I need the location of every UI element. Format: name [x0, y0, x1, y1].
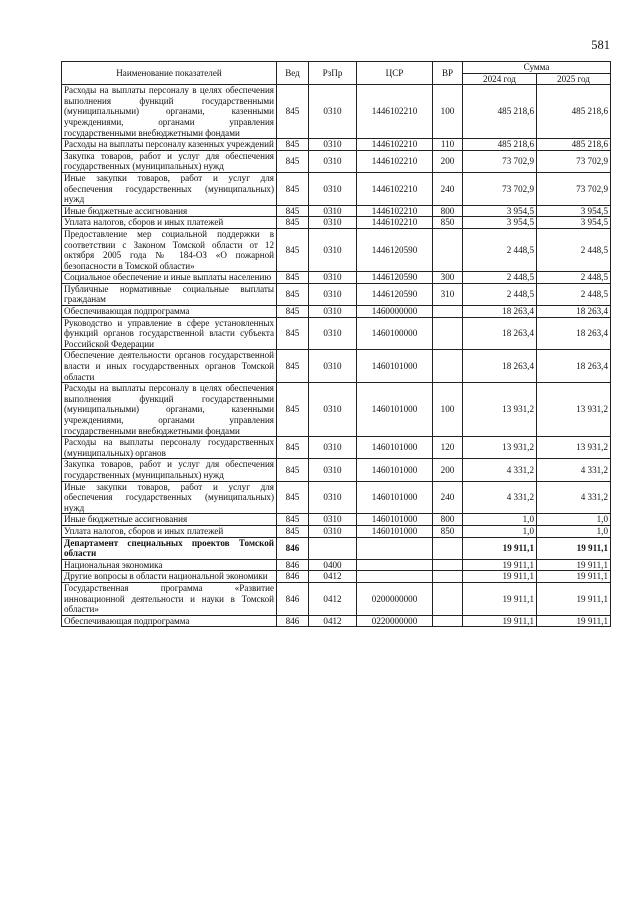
cell-sum-2025: 13 931,2	[537, 383, 611, 437]
cell-name: Иные бюджетные ассигнования	[62, 514, 277, 526]
cell-rzpr: 0310	[309, 317, 357, 350]
header-year-2024: 2024 год	[463, 73, 537, 85]
cell-rzpr: 0310	[309, 272, 357, 284]
cell-name: Обеспечивающая подпрограмма	[62, 615, 277, 627]
cell-sum-2025: 19 911,1	[537, 559, 611, 571]
cell-sum-2024: 4 331,2	[463, 459, 537, 481]
cell-csr: 1446102210	[357, 205, 433, 217]
table-row	[62, 383, 611, 437]
cell-sum-2025: 19 911,1	[537, 537, 611, 559]
cell-sum-2025: 2 448,5	[537, 272, 611, 284]
cell-csr: 1446102210	[357, 139, 433, 151]
cell-sum-2024: 18 263,4	[463, 317, 537, 350]
cell-ved: 845	[277, 525, 309, 537]
table-row	[62, 205, 611, 217]
cell-sum-2024: 2 448,5	[463, 283, 537, 305]
table-row	[62, 559, 611, 571]
cell-csr: 1460101000	[357, 525, 433, 537]
cell-sum-2025: 2 448,5	[537, 283, 611, 305]
cell-vr: 240	[433, 481, 463, 514]
cell-vr: 120	[433, 437, 463, 459]
cell-ved: 845	[277, 383, 309, 437]
cell-sum-2024: 13 931,2	[463, 383, 537, 437]
cell-ved: 845	[277, 481, 309, 514]
cell-sum-2025: 18 263,4	[537, 350, 611, 383]
cell-vr: 850	[433, 217, 463, 229]
cell-sum-2025: 1,0	[537, 525, 611, 537]
cell-vr: 100	[433, 383, 463, 437]
cell-name: Обеспечение деятельности органов государственной власти и иных государственных органов Томской области	[62, 350, 277, 383]
cell-vr	[433, 350, 463, 383]
cell-csr	[357, 571, 433, 583]
cell-name: Иные бюджетные ассигнования	[62, 205, 277, 217]
cell-sum-2025: 3 954,5	[537, 217, 611, 229]
cell-sum-2025: 18 263,4	[537, 306, 611, 318]
cell-ved: 845	[277, 172, 309, 205]
cell-ved: 845	[277, 459, 309, 481]
cell-ved: 845	[277, 139, 309, 151]
cell-rzpr: 0310	[309, 139, 357, 151]
table-row	[62, 272, 611, 284]
cell-vr	[433, 306, 463, 318]
cell-sum-2025: 13 931,2	[537, 437, 611, 459]
cell-name: Публичные нормативные социальные выплаты гражданам	[62, 283, 277, 305]
cell-rzpr: 0310	[309, 306, 357, 318]
cell-csr: 1460101000	[357, 383, 433, 437]
cell-sum-2024: 2 448,5	[463, 272, 537, 284]
cell-ved: 845	[277, 205, 309, 217]
cell-rzpr: 0310	[309, 205, 357, 217]
cell-sum-2024: 19 911,1	[463, 559, 537, 571]
cell-rzpr: 0310	[309, 525, 357, 537]
cell-csr: 1446102210	[357, 85, 433, 139]
table-row	[62, 283, 611, 305]
cell-name: Расходы на выплаты персоналу в целях обеспечения выполнения функций государственными (муниципальными) органами, казенными учреждениями, органами управления государственными внебюджетными фондами	[62, 85, 277, 139]
cell-vr	[433, 317, 463, 350]
cell-name: Другие вопросы в области национальной экономики	[62, 571, 277, 583]
header-year-2025: 2025 год	[537, 73, 611, 85]
table-row	[62, 228, 611, 271]
cell-ved: 846	[277, 537, 309, 559]
cell-rzpr: 0412	[309, 571, 357, 583]
table-row	[62, 615, 611, 627]
cell-rzpr: 0310	[309, 514, 357, 526]
cell-ved: 845	[277, 514, 309, 526]
cell-ved: 845	[277, 228, 309, 271]
cell-ved: 845	[277, 350, 309, 383]
cell-vr: 800	[433, 514, 463, 526]
cell-name: Предоставление мер социальной поддержки в соответствии с Законом Томской области от 12 октября 2005 года № 184-ОЗ «О пожарной безопасности в Томской области»	[62, 228, 277, 271]
cell-csr: 1446102210	[357, 217, 433, 229]
cell-csr: 1446120590	[357, 283, 433, 305]
table-row	[62, 350, 611, 383]
cell-ved: 846	[277, 615, 309, 627]
table-row	[62, 437, 611, 459]
table-row	[62, 481, 611, 514]
cell-csr: 0200000000	[357, 582, 433, 615]
cell-sum-2024: 1,0	[463, 525, 537, 537]
cell-sum-2025: 19 911,1	[537, 615, 611, 627]
cell-csr	[357, 537, 433, 559]
cell-name: Социальное обеспечение и иные выплаты населению	[62, 272, 277, 284]
cell-ved: 845	[277, 317, 309, 350]
table-row	[62, 582, 611, 615]
cell-name: Государственная программа «Развитие инновационной деятельности и науки в Томской области»	[62, 582, 277, 615]
cell-vr: 200	[433, 150, 463, 172]
cell-name: Уплата налогов, сборов и иных платежей	[62, 217, 277, 229]
cell-vr	[433, 559, 463, 571]
cell-rzpr: 0400	[309, 559, 357, 571]
cell-vr: 300	[433, 272, 463, 284]
cell-vr: 240	[433, 172, 463, 205]
cell-sum-2025: 73 702,9	[537, 150, 611, 172]
cell-rzpr: 0310	[309, 217, 357, 229]
cell-csr: 1446120590	[357, 272, 433, 284]
cell-rzpr: 0310	[309, 283, 357, 305]
table-row	[62, 139, 611, 151]
cell-rzpr: 0412	[309, 615, 357, 627]
cell-csr: 1460101000	[357, 350, 433, 383]
cell-sum-2025: 19 911,1	[537, 571, 611, 583]
table-row	[62, 459, 611, 481]
cell-sum-2025: 485 218,6	[537, 85, 611, 139]
cell-sum-2024: 19 911,1	[463, 571, 537, 583]
table-body	[62, 85, 611, 627]
table-row	[62, 85, 611, 139]
cell-sum-2025: 4 331,2	[537, 459, 611, 481]
cell-sum-2025: 73 702,9	[537, 172, 611, 205]
cell-sum-2025: 4 331,2	[537, 481, 611, 514]
cell-ved: 845	[277, 85, 309, 139]
cell-vr	[433, 537, 463, 559]
cell-csr: 1460100000	[357, 317, 433, 350]
header-ved: Вед	[277, 62, 309, 85]
cell-name: Руководство и управление в сфере установленных функций органов государственной власти субъекта Российской Федерации	[62, 317, 277, 350]
cell-name: Иные закупки товаров, работ и услуг для обеспечения государственных (муниципальных) нужд	[62, 481, 277, 514]
cell-sum-2025: 18 263,4	[537, 317, 611, 350]
cell-ved: 846	[277, 582, 309, 615]
cell-sum-2024: 18 263,4	[463, 350, 537, 383]
cell-rzpr	[309, 537, 357, 559]
table-row	[62, 306, 611, 318]
cell-sum-2025: 3 954,5	[537, 205, 611, 217]
cell-name: Обеспечивающая подпрограмма	[62, 306, 277, 318]
header-csr: ЦСР	[357, 62, 433, 85]
cell-ved: 845	[277, 272, 309, 284]
page-number: 581	[591, 38, 610, 52]
cell-ved: 846	[277, 571, 309, 583]
cell-vr: 310	[433, 283, 463, 305]
cell-name: Расходы на выплаты персоналу в целях обеспечения выполнения функций государственными (муниципальными) органами, казенными учреждениями, органами управления государственными внебюджетными фондами	[62, 383, 277, 437]
header-rzpr: РзПр	[309, 62, 357, 85]
cell-sum-2024: 485 218,6	[463, 85, 537, 139]
cell-csr: 0220000000	[357, 615, 433, 627]
cell-name: Национальная экономика	[62, 559, 277, 571]
cell-name: Департамент специальных проектов Томской области	[62, 537, 277, 559]
cell-sum-2024: 18 263,4	[463, 306, 537, 318]
cell-csr: 1460101000	[357, 459, 433, 481]
table-row	[62, 537, 611, 559]
cell-sum-2025: 1,0	[537, 514, 611, 526]
cell-rzpr: 0310	[309, 150, 357, 172]
cell-vr	[433, 615, 463, 627]
cell-csr	[357, 559, 433, 571]
cell-csr: 1460101000	[357, 481, 433, 514]
cell-sum-2024: 485 218,6	[463, 139, 537, 151]
cell-ved: 845	[277, 437, 309, 459]
header-name: Наименование показателей	[62, 62, 277, 85]
cell-sum-2025: 2 448,5	[537, 228, 611, 271]
cell-sum-2024: 2 448,5	[463, 228, 537, 271]
cell-sum-2024: 3 954,5	[463, 205, 537, 217]
cell-csr: 1460101000	[357, 437, 433, 459]
cell-name: Уплата налогов, сборов и иных платежей	[62, 525, 277, 537]
cell-csr: 1460101000	[357, 514, 433, 526]
cell-vr: 800	[433, 205, 463, 217]
cell-ved: 845	[277, 283, 309, 305]
cell-vr	[433, 571, 463, 583]
cell-csr: 1446102210	[357, 150, 433, 172]
cell-csr: 1446102210	[357, 172, 433, 205]
table-row	[62, 150, 611, 172]
cell-name: Расходы на выплаты персоналу государственных (муниципальных) органов	[62, 437, 277, 459]
cell-rzpr: 0310	[309, 228, 357, 271]
cell-ved: 846	[277, 559, 309, 571]
cell-sum-2024: 4 331,2	[463, 481, 537, 514]
cell-sum-2025: 19 911,1	[537, 582, 611, 615]
cell-sum-2024: 19 911,1	[463, 582, 537, 615]
cell-sum-2024: 73 702,9	[463, 172, 537, 205]
cell-csr: 1460000000	[357, 306, 433, 318]
cell-vr	[433, 228, 463, 271]
cell-rzpr: 0412	[309, 582, 357, 615]
cell-vr: 110	[433, 139, 463, 151]
cell-ved: 845	[277, 306, 309, 318]
cell-name: Закупка товаров, работ и услуг для обеспечения государственных (муниципальных) нужд	[62, 150, 277, 172]
table-row	[62, 317, 611, 350]
cell-ved: 845	[277, 217, 309, 229]
cell-rzpr: 0310	[309, 383, 357, 437]
cell-sum-2024: 19 911,1	[463, 615, 537, 627]
table-row	[62, 514, 611, 526]
cell-rzpr: 0310	[309, 481, 357, 514]
cell-rzpr: 0310	[309, 172, 357, 205]
cell-sum-2024: 73 702,9	[463, 150, 537, 172]
cell-ved: 845	[277, 150, 309, 172]
table-row	[62, 217, 611, 229]
cell-sum-2025: 485 218,6	[537, 139, 611, 151]
cell-rzpr: 0310	[309, 437, 357, 459]
table-row	[62, 172, 611, 205]
cell-name: Иные закупки товаров, работ и услуг для обеспечения государственных (муниципальных) нужд	[62, 172, 277, 205]
cell-sum-2024: 1,0	[463, 514, 537, 526]
cell-sum-2024: 3 954,5	[463, 217, 537, 229]
header-sum: Сумма	[463, 62, 611, 74]
cell-rzpr: 0310	[309, 85, 357, 139]
cell-vr: 200	[433, 459, 463, 481]
cell-vr	[433, 582, 463, 615]
cell-csr: 1446120590	[357, 228, 433, 271]
cell-name: Закупка товаров, работ и услуг для обеспечения государственных (муниципальных) нужд	[62, 459, 277, 481]
cell-rzpr: 0310	[309, 459, 357, 481]
table-row	[62, 525, 611, 537]
budget-table	[61, 61, 611, 627]
table-row	[62, 571, 611, 583]
cell-name: Расходы на выплаты персоналу казенных учреждений	[62, 139, 277, 151]
cell-vr: 100	[433, 85, 463, 139]
cell-sum-2024: 19 911,1	[463, 537, 537, 559]
header-vr: ВР	[433, 62, 463, 85]
cell-rzpr: 0310	[309, 350, 357, 383]
cell-sum-2024: 13 931,2	[463, 437, 537, 459]
cell-vr: 850	[433, 525, 463, 537]
